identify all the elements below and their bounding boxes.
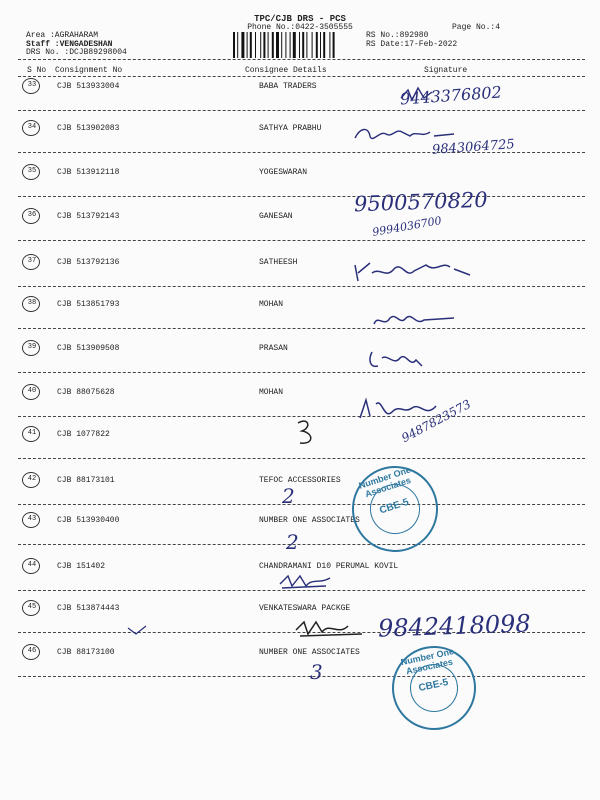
area-label: Area :AGRAHARAM bbox=[26, 31, 99, 40]
handwritten-mark bbox=[126, 624, 150, 636]
row-consignee: SATHYA PRABHU bbox=[259, 124, 322, 133]
row-signature-number: 9500570820 bbox=[353, 187, 488, 217]
barcode bbox=[233, 32, 361, 58]
handwritten-signature bbox=[366, 346, 426, 372]
handwritten-signature bbox=[350, 255, 490, 285]
row-signature-number: 9487823573 bbox=[399, 396, 474, 446]
handwritten-signature bbox=[350, 120, 460, 150]
handwritten-signature bbox=[276, 570, 336, 592]
handwritten-signature bbox=[370, 308, 460, 330]
row-sno: 33 bbox=[27, 81, 37, 89]
row-consignment: CJB 513792136 bbox=[57, 258, 120, 267]
row-consignee: NUMBER ONE ASSOCIATES bbox=[259, 648, 360, 657]
row-sno: 36 bbox=[27, 211, 37, 219]
rs-date: RS Date:17-Feb-2022 bbox=[366, 40, 458, 49]
rs-number: RS No.:892980 bbox=[366, 31, 429, 40]
row-consignee: CHANDRAMANI D10 PERUMAL KOVIL bbox=[259, 562, 399, 571]
row-sno: 38 bbox=[27, 299, 37, 307]
row-consignee: GANESAN bbox=[259, 212, 293, 221]
row-consignee: YOGESWARAN bbox=[259, 168, 308, 177]
phone-number: Phone No.:0422-3505555 bbox=[247, 23, 353, 32]
col-signature: Signature bbox=[424, 66, 468, 75]
page-number: Page No.:4 bbox=[452, 23, 501, 32]
header-divider bbox=[18, 59, 585, 60]
row-consignee: SATHEESH bbox=[259, 258, 298, 267]
row-consignment: CJB 88075628 bbox=[57, 388, 115, 397]
row-consignee: BABA TRADERS bbox=[259, 82, 317, 91]
row-consignment: CJB 513792143 bbox=[57, 212, 120, 221]
row-consignee: MOHAN bbox=[259, 300, 284, 309]
row-sno: 34 bbox=[27, 123, 37, 131]
row-sno: 35 bbox=[27, 167, 37, 175]
row-consignment: CJB 88173101 bbox=[57, 476, 115, 485]
row-divider bbox=[18, 544, 585, 545]
row-consignment: CJB 151402 bbox=[57, 562, 106, 571]
row-consignment: CJB 513912118 bbox=[57, 168, 120, 177]
row-signature-number: 2 bbox=[282, 484, 295, 508]
col-consignee: Consignee Details bbox=[245, 66, 327, 75]
row-signature-number: 9843064725 bbox=[431, 137, 516, 158]
company-stamp-2: Number One Associates CBE-5 bbox=[384, 638, 484, 738]
column-divider bbox=[18, 76, 585, 77]
company-stamp: Number One Associates CBE-5 bbox=[341, 455, 449, 563]
handwritten-signature bbox=[398, 84, 438, 106]
row-sno: 42 bbox=[27, 475, 37, 483]
row-consignment: CJB 513851793 bbox=[57, 300, 120, 309]
row-consignment: CJB 513874443 bbox=[57, 604, 120, 613]
document-title: TPC/CJB DRS - PCS bbox=[254, 14, 346, 24]
row-consignment: CJB 513933004 bbox=[57, 82, 120, 91]
row-divider bbox=[18, 240, 585, 241]
row-consignee: PRASAN bbox=[259, 344, 288, 353]
row-consignee: VENKATESWARA PACKGE bbox=[259, 604, 351, 613]
col-sno: S No bbox=[27, 66, 47, 75]
row-consignment: CJB 513902083 bbox=[57, 124, 120, 133]
row-divider bbox=[18, 110, 585, 111]
row-sno: 44 bbox=[27, 561, 37, 569]
row-sno: 41 bbox=[27, 429, 37, 437]
handwritten-signature bbox=[292, 616, 372, 642]
row-consignment: CJB 88173100 bbox=[57, 648, 115, 657]
staff-label: Staff :VENGADESHAN bbox=[26, 40, 113, 49]
row-divider bbox=[18, 676, 585, 677]
row-consignee: MOHAN bbox=[259, 388, 284, 397]
row-sno: 40 bbox=[27, 387, 37, 395]
row-signature-number: 9443376802 bbox=[399, 82, 503, 109]
handwritten-signature bbox=[356, 394, 446, 424]
row-consignee: TEFOC ACCESSORIES bbox=[259, 476, 341, 485]
row-sno: 39 bbox=[27, 343, 37, 351]
row-sno: 46 bbox=[27, 647, 37, 655]
row-consignment: CJB 513930400 bbox=[57, 516, 120, 525]
handwritten-mark bbox=[292, 415, 322, 449]
row-sno: 45 bbox=[27, 603, 37, 611]
col-consignment: Consignment No bbox=[55, 66, 123, 75]
drs-number: DRS No. :DCJB89298004 bbox=[26, 48, 127, 57]
row-sno: 43 bbox=[27, 515, 37, 523]
row-consignment: CJB 1077822 bbox=[57, 430, 110, 439]
row-signature-number: 3 bbox=[310, 660, 323, 684]
row-divider bbox=[18, 286, 585, 287]
row-sno: 37 bbox=[27, 257, 37, 265]
row-consignee: NUMBER ONE ASSOCIATES bbox=[259, 516, 360, 525]
row-divider bbox=[18, 504, 585, 505]
row-divider bbox=[18, 196, 585, 197]
row-divider bbox=[18, 328, 585, 329]
row-consignment: CJB 513909508 bbox=[57, 344, 120, 353]
row-signature-number: 9842418098 bbox=[377, 609, 532, 643]
row-divider bbox=[18, 372, 585, 373]
row-divider bbox=[18, 458, 585, 459]
row-signature-number: 2 bbox=[286, 530, 299, 554]
row-signature-number: 9994036700 bbox=[371, 214, 443, 239]
